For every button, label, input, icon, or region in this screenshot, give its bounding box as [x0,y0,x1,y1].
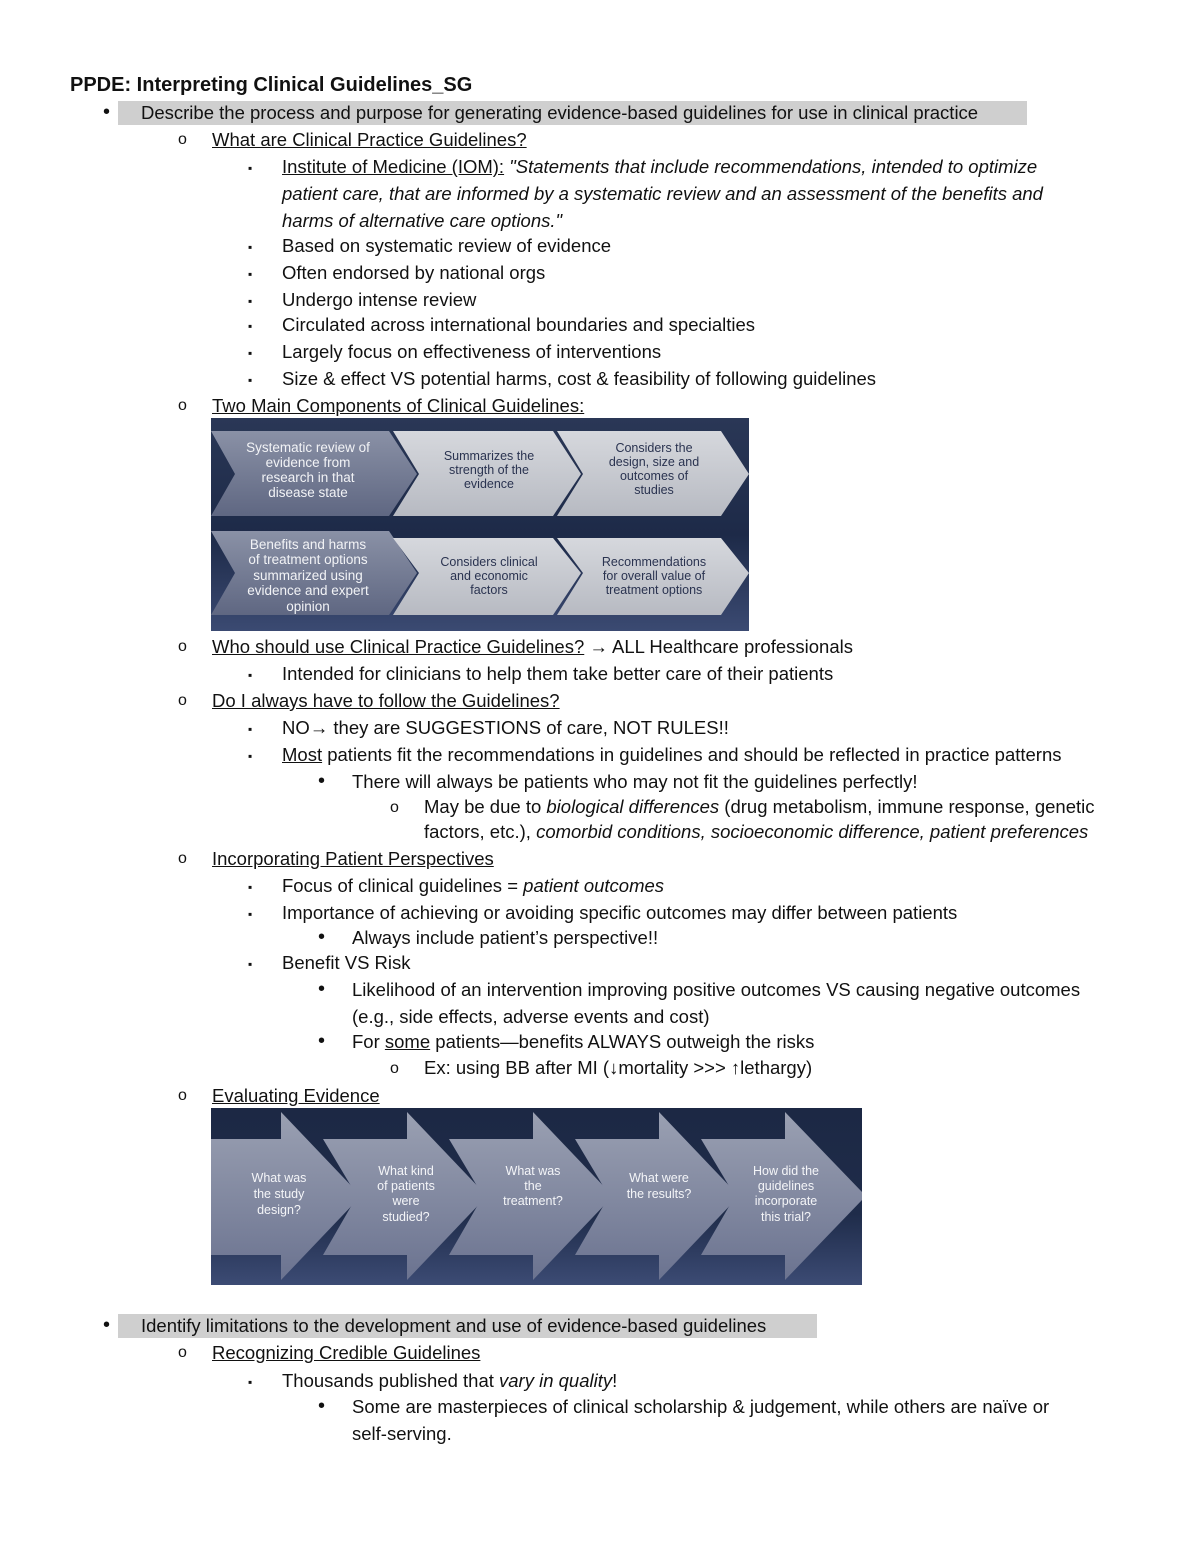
bullet-marker: • [318,770,326,792]
circle-marker: o [178,1344,187,1361]
list-item-continuation: self-serving. [352,1423,452,1444]
list-item: Circulated across international boundaries and specialties [282,314,756,335]
who-answer: → ALL Healthcare professionals [584,636,853,657]
circle-marker: o [178,692,187,709]
evidence-step-text: guidelines [757,1179,815,1193]
list-item [282,743,1062,767]
component-text: Benefits and harms [249,537,367,552]
section-heading-evaluating: Evaluating Evidence [212,1085,380,1106]
iom-definition-line2: patient care, that are informed by a systematic review and an assessment of the benefits and [282,183,1043,204]
square-marker: ▪ [248,880,253,894]
list-item [282,1369,617,1393]
bullet-marker: • [318,1030,326,1052]
iom-definition-line1 [282,155,1037,179]
list-item-continuation [424,820,1088,844]
circle-marker: o [390,799,399,816]
section-heading-follow: Do I always have to follow the Guidelines? [212,690,560,711]
evidence-step-text: the study [253,1187,305,1201]
component-text: evidence and expert [247,583,369,598]
bullet-marker: • [103,101,111,123]
evidence-step-text: What kind [378,1164,434,1178]
component-text: treatment options [605,583,703,597]
list-item: Always include patient’s perspective!! [352,927,659,948]
evidence-step-text: How did the [752,1164,820,1178]
evidence-step-text: What were [629,1171,689,1185]
list-item: Based on systematic review of evidence [282,235,612,256]
focus-text: Focus of clinical guidelines = [282,875,524,896]
section-heading-who: Who should use Clinical Practice Guidelines? [212,636,585,657]
biological-differences: biological differences [546,796,720,817]
square-marker: ▪ [248,1375,253,1389]
square-marker: ▪ [248,267,253,281]
evidence-step-text: the [524,1179,542,1193]
evidence-step-text: were [392,1194,420,1208]
square-marker: ▪ [248,294,253,308]
square-marker: ▪ [248,957,253,971]
evidence-step-text: of patients [377,1179,435,1193]
component-text: of treatment options [248,552,368,567]
evidence-step-text: this trial? [760,1210,812,1224]
list-item-continuation: (e.g., side effects, adverse events and cost) [352,1006,710,1027]
component-text: strength of the [449,463,529,477]
list-item: Size & effect VS potential harms, cost & feasibility of following guidelines [282,368,877,389]
circle-marker: o [178,850,187,867]
may-text: (drug metabolism, immune response, genetic [719,796,1095,817]
component-text: research in that [261,470,355,485]
list-item: Undergo intense review [282,289,477,310]
evidence-step-text: What was [505,1164,561,1178]
list-item: NO→ they are SUGGESTIONS of care, NOT RULES!! [282,717,729,738]
component-text: and economic [450,569,528,583]
list-item: Ex: using BB after MI (↓mortality >>> ↑lethargy) [424,1057,813,1078]
evidence-step-text: incorporate [754,1194,818,1208]
component-text: summarized using [253,568,363,583]
list-item: There will always be patients who may not fit the guidelines perfectly! [352,771,918,792]
section-heading-components: Two Main Components of Clinical Guidelines: [212,395,585,416]
who-line [212,635,853,659]
list-item [282,874,664,898]
some-text: patients—benefits ALWAYS outweigh the risks [430,1031,815,1052]
iom-label: Institute of Medicine (IOM): [282,156,505,177]
iom-definition-line3: harms of alternative care options." [282,210,563,231]
vary-in-quality: vary in quality [499,1370,613,1391]
iom-quote: "Statements that include recommendations, intended to optimize [504,156,1038,177]
circle-marker: o [178,638,187,655]
components-diagram-svg [211,418,749,631]
component-text: opinion [286,599,330,614]
some-text: For [352,1031,385,1052]
square-marker: ▪ [248,749,253,763]
circle-marker: o [178,131,187,148]
components-diagram [211,418,749,631]
thousands-text: Thousands published that [282,1370,500,1391]
list-item [352,1030,814,1054]
list-item: Importance of achieving or avoiding specific outcomes may differ between patients [282,902,958,923]
evidence-step-text: design? [257,1203,301,1217]
square-marker: ▪ [248,907,253,921]
component-text: disease state [268,485,348,500]
may-text: May be due to [424,796,547,817]
square-marker: ▪ [248,240,253,254]
list-item: Some are masterpieces of clinical scholarship & judgement, while others are naïve or [352,1396,1050,1417]
component-text: Recommendations [601,555,707,569]
square-marker: ▪ [248,319,253,333]
bullet-marker: • [103,1314,111,1336]
component-text: Considers the [615,441,693,455]
component-text: factors [470,583,508,597]
component-text: evidence [463,477,515,491]
circle-marker: o [178,1087,187,1104]
square-marker: ▪ [248,668,253,682]
evaluating-diagram [211,1108,862,1285]
component-text: Summarizes the [443,449,535,463]
objective-heading-2: Identify limitations to the development and use of evidence-based guidelines [118,1314,817,1338]
component-text: outcomes of [619,469,689,483]
square-marker: ▪ [248,161,253,175]
may-italic-text: comorbid conditions, socioeconomic difference, patient preferences [536,821,1089,842]
circle-marker: o [390,1060,399,1077]
evidence-step-text: treatment? [503,1194,563,1208]
component-text: Systematic review of [246,440,370,455]
patient-outcomes: patient outcomes [523,875,665,896]
list-item: Largely focus on effectiveness of interventions [282,341,662,362]
objective-heading: Describe the process and purpose for generating evidence-based guidelines for use in clinical practice [118,101,1027,125]
bullet-marker: • [318,926,326,948]
evaluating-diagram-svg [211,1108,862,1285]
page-title: PPDE: Interpreting Clinical Guidelines_SG [70,74,473,96]
component-text: evidence from [265,455,351,470]
some-word: some [384,1031,431,1052]
component-text: Considers clinical [440,555,538,569]
evidence-step-text: the results? [626,1187,692,1201]
evidence-step-text: What was [251,1171,307,1185]
list-item [424,795,1094,819]
list-item: Benefit VS Risk [282,952,411,973]
evidence-step-text: studied? [382,1210,430,1224]
circle-marker: o [178,397,187,414]
may-text: factors, etc.), [424,821,537,842]
component-text: studies [634,483,674,497]
bullet-marker: • [318,1395,326,1417]
list-item: Often endorsed by national orgs [282,262,546,283]
component-text: for overall value of [602,569,706,583]
section-heading-credible: Recognizing Credible Guidelines [212,1342,481,1363]
most-word: Most [282,744,323,765]
most-rest: patients fit the recommendations in guidelines and should be reflected in practice patterns [322,744,1062,765]
list-item: Likelihood of an intervention improving positive outcomes VS causing negative outcomes [352,979,1081,1000]
bullet-marker: • [318,978,326,1000]
square-marker: ▪ [248,373,253,387]
square-marker: ▪ [248,722,253,736]
square-marker: ▪ [248,346,253,360]
section-heading-perspectives: Incorporating Patient Perspectives [212,848,494,869]
list-item: Intended for clinicians to help them take better care of their patients [282,663,834,684]
component-text: design, size and [608,455,700,469]
thousands-text: ! [612,1370,618,1391]
section-heading-cpg: What are Clinical Practice Guidelines? [212,129,527,150]
